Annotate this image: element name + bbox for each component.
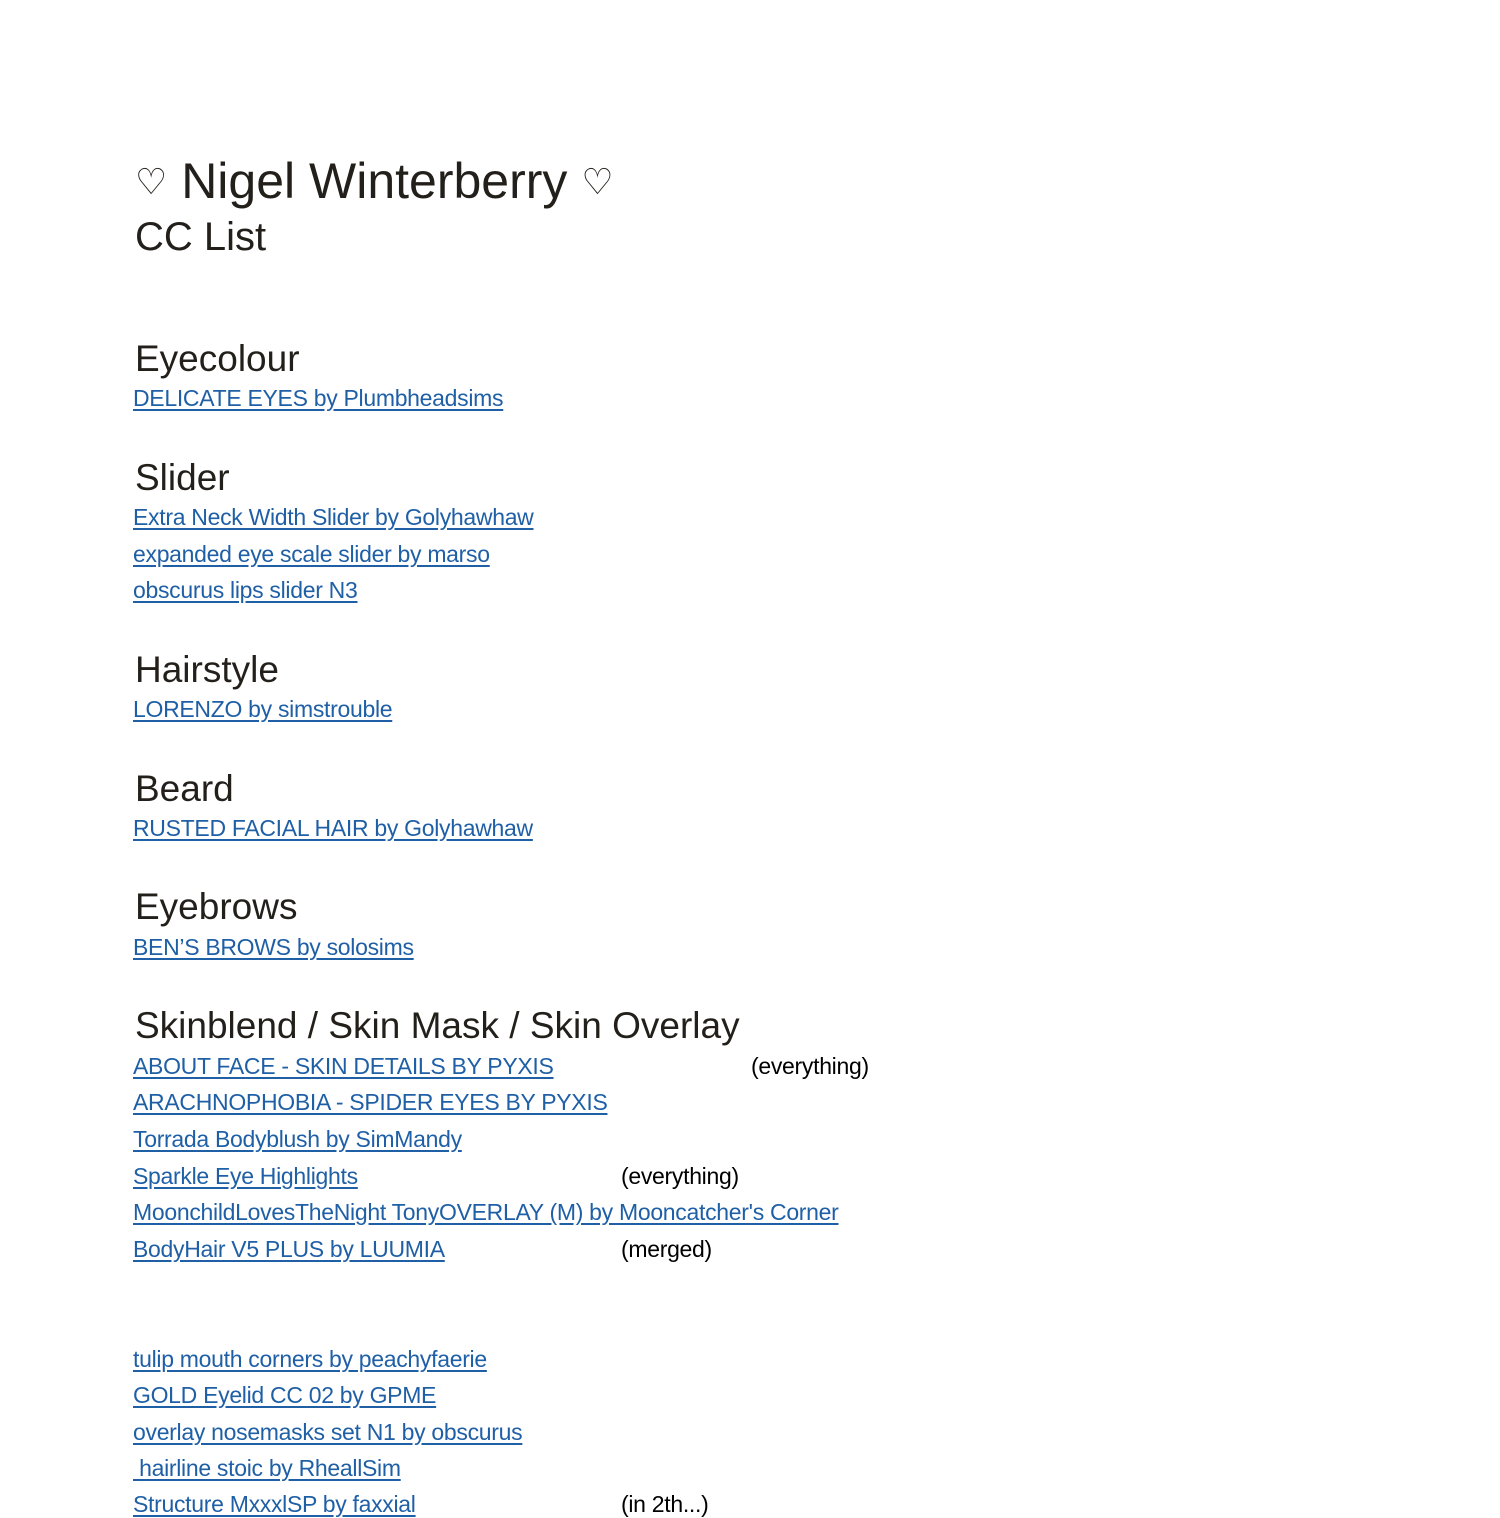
cc-note: (everything) bbox=[621, 1163, 739, 1189]
cc-link[interactable]: LORENZO by simstrouble bbox=[133, 696, 393, 722]
page-title bbox=[135, 152, 614, 212]
cc-link[interactable]: Sparkle Eye Highlights bbox=[133, 1163, 358, 1189]
cc-note: (everything) bbox=[751, 1053, 869, 1079]
cc-link[interactable]: Structure MxxxlSP by faxxial bbox=[133, 1491, 416, 1517]
heart-icon: ♡ bbox=[135, 162, 168, 203]
cc-link[interactable]: ARACHNOPHOBIA - SPIDER EYES BY PYXIS bbox=[133, 1089, 608, 1115]
section-heading-slider: Slider bbox=[135, 457, 230, 498]
cc-link[interactable]: hairline stoic by RheallSim bbox=[133, 1455, 401, 1481]
cc-link[interactable]: Torrada Bodyblush by SimMandy bbox=[133, 1126, 462, 1152]
cc-link[interactable]: ABOUT FACE - SKIN DETAILS BY PYXIS bbox=[133, 1053, 554, 1079]
section-heading-beard: Beard bbox=[135, 768, 234, 809]
cc-link[interactable]: GOLD Eyelid CC 02 by GPME bbox=[133, 1382, 437, 1408]
cc-link[interactable]: obscurus lips slider N3 bbox=[133, 577, 358, 603]
cc-note: (in 2th...) bbox=[621, 1491, 709, 1517]
cc-link[interactable]: BEN’S BROWS by solosims bbox=[133, 934, 414, 960]
cc-link[interactable]: DELICATE EYES by Plumbheadsims bbox=[133, 385, 504, 411]
cc-link[interactable]: RUSTED FACIAL HAIR by Golyhawhaw bbox=[133, 815, 533, 841]
heart-icon: ♡ bbox=[581, 162, 614, 203]
cc-link[interactable]: tulip mouth corners by peachyfaerie bbox=[133, 1346, 487, 1372]
section-heading-eyecolour: Eyecolour bbox=[135, 338, 300, 379]
page-subtitle: CC List bbox=[135, 215, 267, 259]
page-title-text: Nigel Winterberry bbox=[181, 153, 568, 209]
section-heading-eyebrows: Eyebrows bbox=[135, 886, 298, 927]
cc-link[interactable]: BodyHair V5 PLUS by LUUMIA bbox=[133, 1236, 445, 1262]
cc-link[interactable]: overlay nosemasks set N1 by obscurus bbox=[133, 1419, 523, 1445]
cc-link[interactable]: Extra Neck Width Slider by Golyhawhaw bbox=[133, 504, 534, 530]
cc-link[interactable]: expanded eye scale slider by marso bbox=[133, 541, 490, 567]
section-heading-hairstyle: Hairstyle bbox=[135, 649, 279, 690]
cc-note: (merged) bbox=[621, 1236, 712, 1262]
cc-link[interactable]: MoonchildLovesTheNight TonyOVERLAY (M) by Mooncatcher's Corner bbox=[133, 1199, 839, 1225]
section-heading-skinblend: Skinblend / Skin Mask / Skin Overlay bbox=[135, 1005, 740, 1046]
